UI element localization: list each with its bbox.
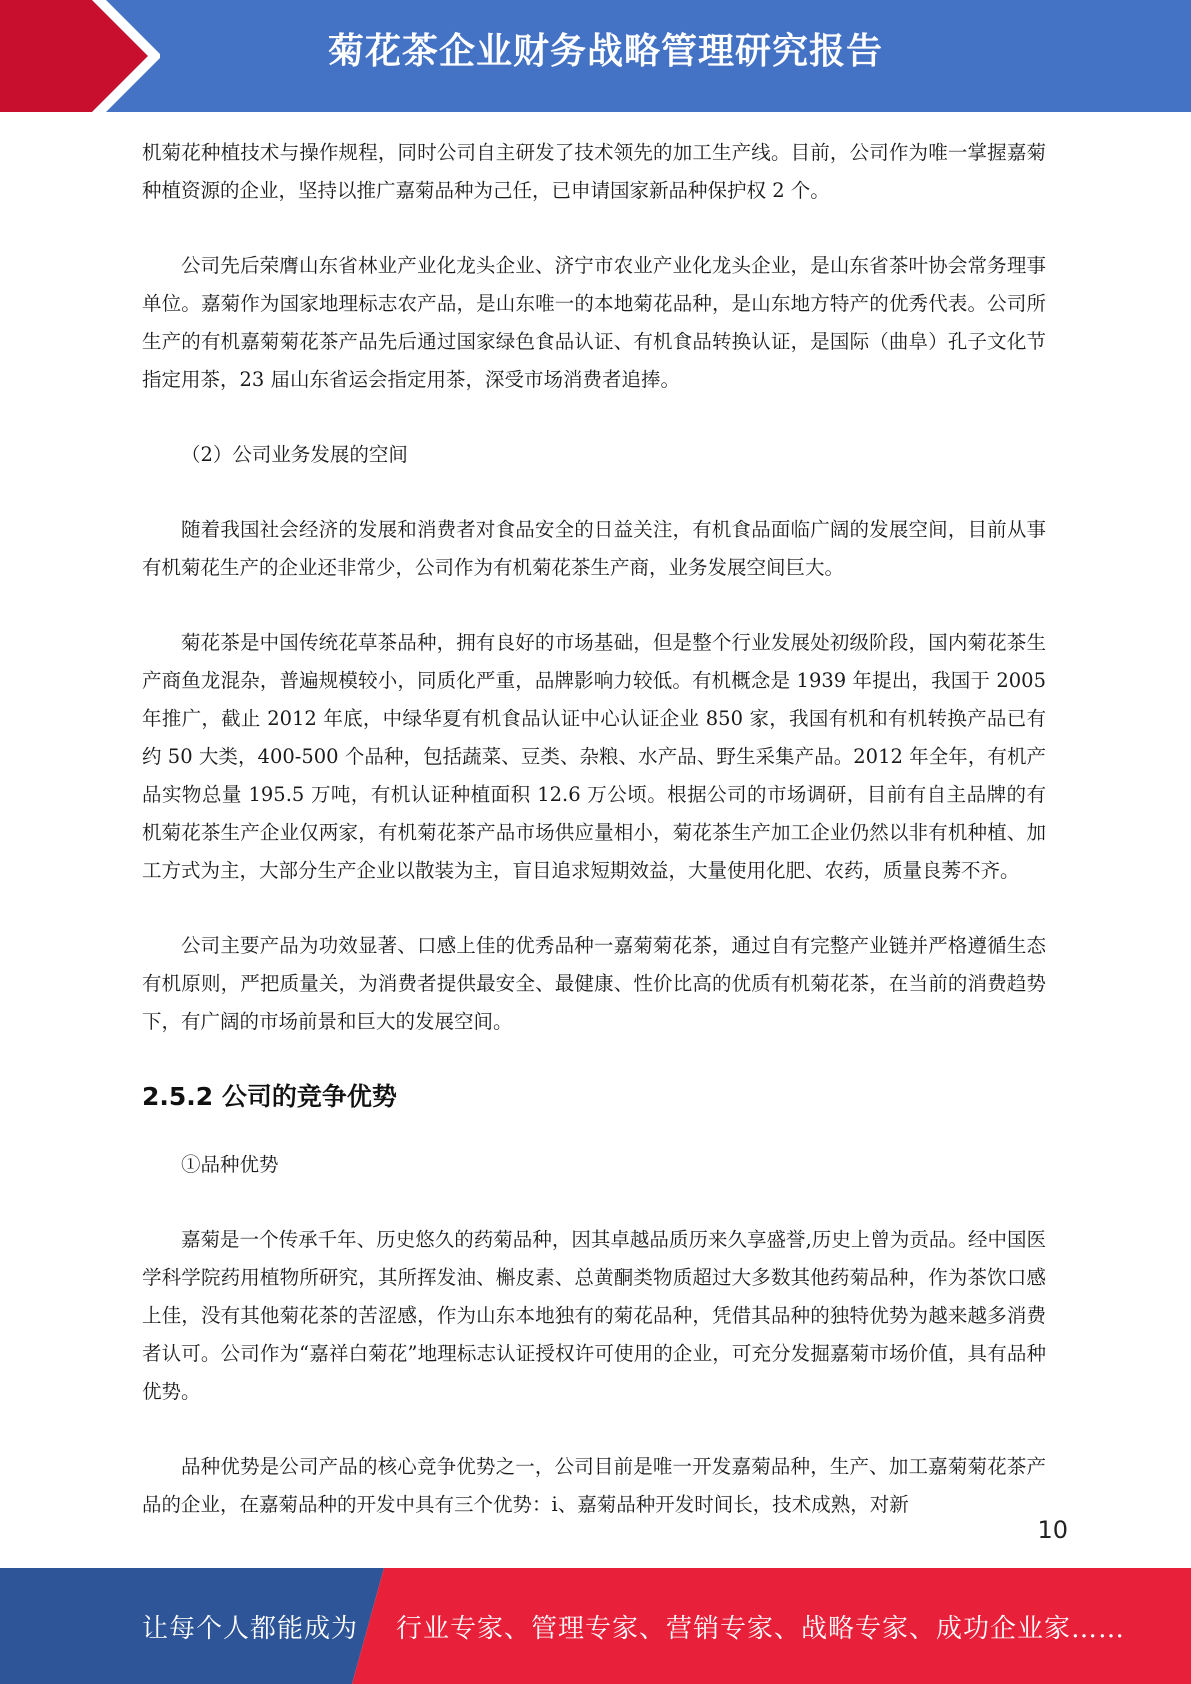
footer-slogan-right: 行业专家、管理专家、营销专家、战略专家、成功企业家…… (396, 1614, 1126, 1644)
document-title: 菊花茶企业财务战略管理研究报告 (327, 31, 883, 72)
paragraph-2: 公司先后荣膺山东省林业产业化龙头企业、济宁市农业产业化龙头企业，是山东省茶叶协会常务理事单位。嘉菊作为国家地理标志农产品，是山东唯一的本地菊花品种，是山东地方特产的优秀代表。公司所生产的有机嘉菊菊花茶产品先后通过国家绿色食品认证、有机食品转换认证，是国际（曲阜）孔子文化节指定用茶，23 届山东省运会指定用茶，深受市场消费者追捧。 (142, 254, 1046, 391)
footer-banner (0, 1568, 1191, 1684)
paragraph-5: 公司主要产品为功效显著、口感上佳的优秀品种一嘉菊菊花茶，通过自有完整产业链并严格遵循生态有机原则，严把质量关，为消费者提供最安全、最健康、性价比高的优质有机菊花茶，在当前的消费趋势下，有广阔的市场前景和巨大的发展空间。 (142, 934, 1046, 1033)
paragraph-3: 随着我国社会经济的发展和消费者对食品安全的日益关注，有机食品面临广阔的发展空间，目前从事有机菊花生产的企业还非常少，公司作为有机菊花茶生产商，业务发展空间巨大。 (142, 518, 1046, 579)
paragraph-4: 菊花茶是中国传统花草茶品种，拥有良好的市场基础，但是整个行业发展处初级阶段，国内菊花茶生产商鱼龙混杂，普遍规模较小，同质化严重，品牌影响力较低。有机概念是 1939 年提出，我国于 2005 年推广，截止 2012 年底，中绿华夏有机食品认证中心认证企业 850 家，我国有机和有机转换产品已有约 50 大类，400-500 个品种，包括蔬菜、豆类、杂粮、水产品、野生采集产品。2012 年全年，有机产品实物总量 195.5 万吨，有机认证种植面积 12.6 万公顷。根据公司的市场调研，目前有自主品牌的有机菊花茶生产企业仅两家，有机菊花茶产品市场供应量相小，菊花茶生产加工企业仍然以非有机种植、加工方式为主，大部分生产企业以散装为主，盲目追求短期效益，大量使用化肥、农药，质量良莠不齐。 (142, 631, 1046, 882)
paragraph-7: 品种优势是公司产品的核心竞争优势之一，公司目前是唯一开发嘉菊品种，生产、加工嘉菊菊花茶产品的企业，在嘉菊品种的开发中具有三个优势：i、嘉菊品种开发时间长，技术成熟，对新 (142, 1455, 1046, 1516)
paragraph-6: 嘉菊是一个传承千年、历史悠久的药菊品种，因其卓越品质历来久享盛誉,历史上曾为贡品。经中国医学科学院药用植物所研究，其所挥发油、槲皮素、总黄酮类物质超过大多数其他药菊品种，作为茶饮口感上佳，没有其他菊花茶的苦涩感，作为山东本地独有的菊花品种，凭借其品种的独特优势为越来越多消费者认可。公司作为“嘉祥白菊花”地理标志认证授权许可使用的企业，可充分发掘嘉菊市场价值，具有品种优势。 (142, 1228, 1046, 1403)
subsection-label-variety: ①品种优势 (181, 1153, 279, 1176)
section-heading: 2.5.2 公司的竞争优势 (142, 1082, 397, 1111)
paragraph-1: 机菊花种植技术与操作规程，同时公司自主研发了技术领先的加工生产线。目前，公司作为唯一掌握嘉菊种植资源的企业，坚持以推广嘉菊品种为己任，已申请国家新品种保护权 2 个。 (142, 141, 1046, 202)
page-content (142, 134, 1046, 1561)
footer-slogan-left: 让每个人都能成为 (142, 1614, 359, 1644)
header-banner (0, 0, 1191, 112)
subsection-label: （2）公司业务发展的空间 (181, 443, 408, 466)
page-number: 10 (1037, 1516, 1068, 1544)
